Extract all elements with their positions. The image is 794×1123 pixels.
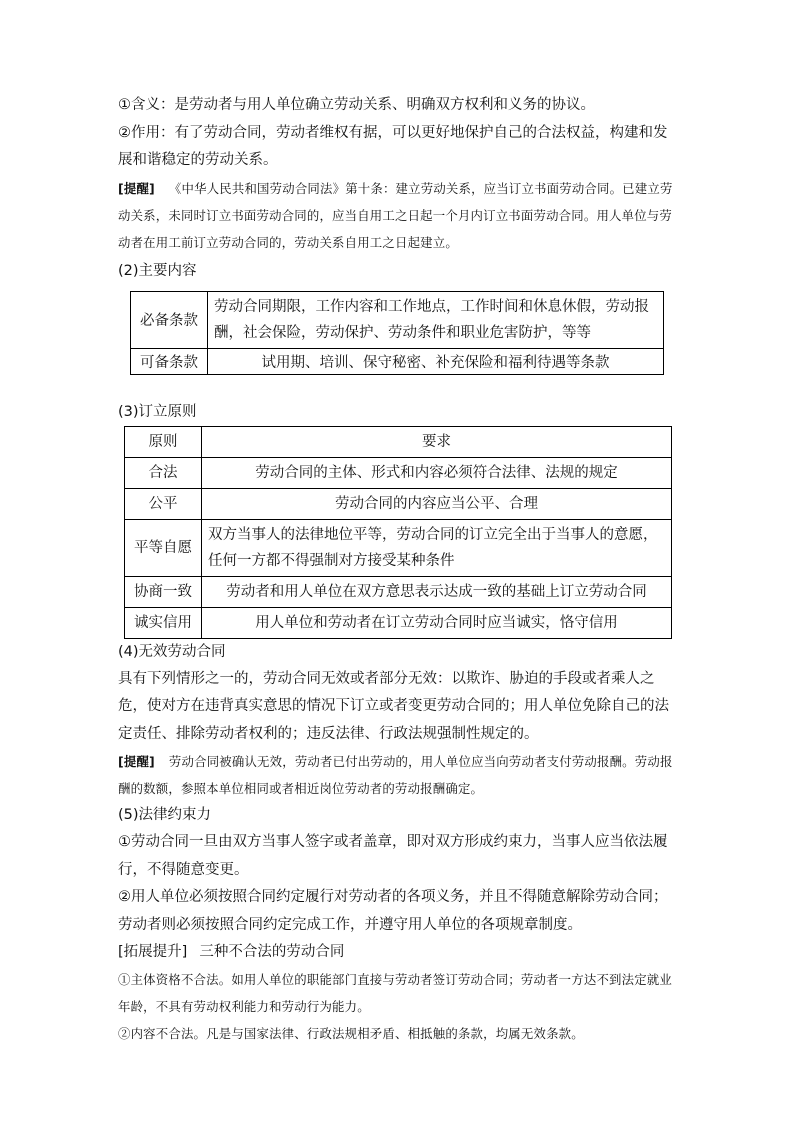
table-cell-key: 公平 [125,488,202,519]
section-heading-main-content: (2)主要内容 [118,262,197,279]
table-row [125,607,672,638]
table-cell-value: 劳动合同的内容应当公平、合理 [202,488,672,519]
binding-paragraph-2: ②用人单位必须按照合同约定履行对劳动者的各项义务，并且不得随意解除劳动合同；劳动者则必须按照合同约定完成工作，并遵守用人单位的各项规章制度。 [118,889,668,933]
section-heading-principles: (3)订立原则 [118,403,197,420]
extension-item-2: ②内容不合法。凡是与国家法律、行政法规相矛盾、相抵触的条款，均属无效条款。 [118,1026,584,1041]
binding-paragraph-1: ①劳动合同一旦由双方当事人签字或者盖章，即对双方形成约束力，当事人应当依法履行，不得随意变更。 [118,834,668,878]
extension-item-1: ①主体资格不合法。如用人单位的职能部门直接与劳动者签订劳动合同；劳动者一方达不到法定就业年龄，不具有劳动权利能力和劳动行为能力。 [118,972,672,1014]
table-row [131,291,664,348]
table-header-requirement: 要求 [202,426,672,457]
table-cell-value: 用人单位和劳动者在订立劳动合同时应当诚实，恪守信用 [202,607,672,638]
extension-heading [118,939,678,966]
principles-table [124,426,672,639]
table-cell-key: 协商一致 [125,576,202,607]
table-cell-key: 可备条款 [131,348,208,374]
extension-title: 三种不合法的劳动合同 [199,944,345,960]
table-cell-value: 劳动者和用人单位在双方意思表示达成一致的基础上订立劳动合同 [202,576,672,607]
section-heading-binding-force: (5)法律约束力 [118,807,212,823]
section-heading-invalid-contract: (4)无效劳动合同 [118,643,226,660]
table-row [125,457,672,488]
table-cell-key: 诚实信用 [125,607,202,638]
reminder-text: 《中华人民共和国劳动合同法》第十条：建立劳动关系，应当订立书面劳动合同。已建立劳动关系，未同时订立书面劳动合同的，应当自用工之日起一个月内订立书面劳动合同。用人单位与劳动者在用工前订立劳动合同的，劳动关系自用工之日起建立。 [118,180,673,250]
table-cell-value: 双方当事人的法律地位平等，劳动合同的订立完全出于当事人的意愿，任何一方都不得强制对方接受某种条件 [202,519,672,576]
reminder-note-2 [118,748,678,802]
reminder-text: 劳动合同被确认无效，劳动者已付出劳动的，用人单位应当向劳动者支付劳动报酬。劳动报酬的数额，参照本单位相同或者相近岗位劳动者的劳动报酬确定。 [118,754,673,796]
reminder-tag: [提醒] [118,180,155,196]
table-row [125,576,672,607]
table-cell-value: 劳动合同期限，工作内容和工作地点，工作时间和休息休假，劳动报酬，社会保险，劳动保护、劳动条件和职业危害防护，等等 [208,291,664,348]
table-row [125,488,672,519]
meaning-paragraph: ①含义：是劳动者与用人单位确立劳动关系、明确双方权利和义务的协议。 [118,97,595,113]
table-cell-key: 合法 [125,457,202,488]
table-cell-key: 平等自愿 [125,519,202,576]
table-cell-value: 劳动合同的主体、形式和内容必须符合法律、法规的规定 [202,457,672,488]
table-row [131,348,664,374]
table-header-row [125,426,672,457]
main-content-table [130,291,664,375]
function-paragraph: ②作用：有了劳动合同，劳动者维权有据，可以更好地保护自己的合法权益，构建和发展和谐稳定的劳动关系。 [118,124,668,168]
table-row [125,519,672,576]
table-cell-key: 必备条款 [131,291,208,348]
table-cell-value: 试用期、培训、保守秘密、补充保险和福利待遇等条款 [208,348,664,374]
reminder-tag: [提醒] [118,754,155,769]
document-page [118,92,678,1047]
table-header-principle: 原则 [125,426,202,457]
reminder-note-1 [118,175,678,256]
extension-tag: [拓展提升] [118,944,188,960]
invalid-contract-paragraph: 具有下列情形之一的，劳动合同无效或者部分无效：以欺诈、胁迫的手段或者乘人之危，使对方在违背真实意思的情况下订立或者变更劳动合同的；用人单位免除自己的法定责任、排除劳动者权利的；违反法律、行政法规强制性规定的。 [118,670,669,742]
